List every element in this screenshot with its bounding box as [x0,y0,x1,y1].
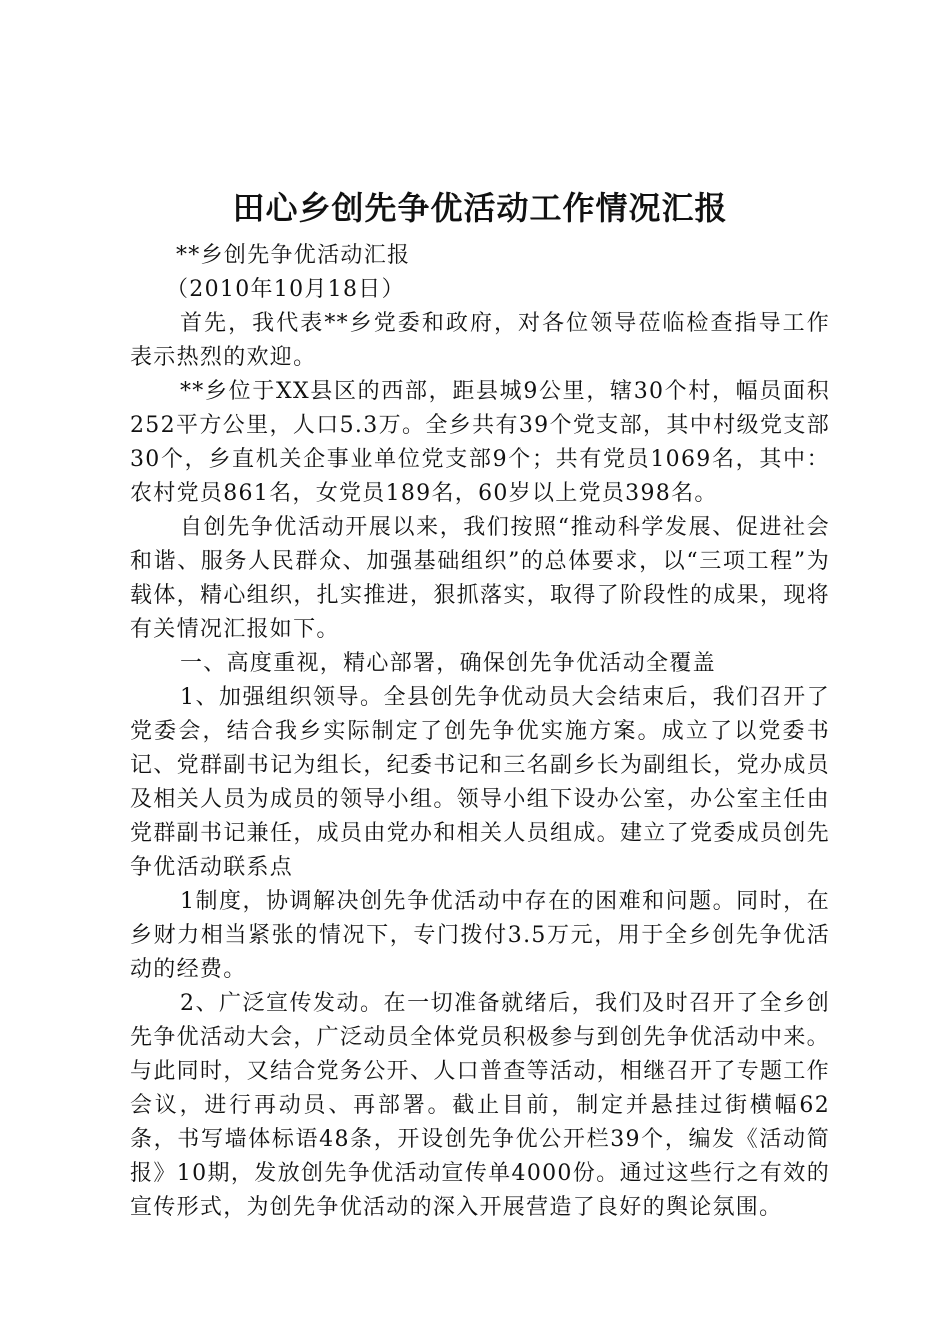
paragraph-funding: 1制度，协调解决创先争优活动中存在的困难和问题。同时，在乡财力相当紧张的情况下，专门拨付3.5万元，用于全乡创先争优活动的经费。 [130,889,830,982]
section-heading-1: 一、高度重视，精心部署，确保创先争优活动全覆盖 [180,651,716,676]
paragraph-welcome: 首先，我代表**乡党委和政府，对各位领导莅临检查指导工作表示热烈的欢迎。 [130,311,830,370]
paragraph-intro: 自创先争优活动开展以来，我们按照“推动科学发展、促进社会和谐、服务人民群众、加强基础组织”的总体要求，以“三项工程”为载体，精心组织，扎实推进，狠抓落实，取得了阶段性的成果，现将有关情况汇报如下。 [130,515,830,642]
paragraph-organization: 1、加强组织领导。全县创先争优动员大会结束后，我们召开了党委会，结合我乡实际制定了创先争优实施方案。成立了以党委书记、党群副书记为组长，纪委书记和三名副乡长为副组长，党办成员及相关人员为成员的领导小组。领导小组下设办公室，办公室主任由党群副书记兼任，成员由党办和相关人员组成。建立了党委成员创先争优活动联系点 [130,685,830,880]
document-date: （2010年10月18日） [166,277,405,302]
document-subtitle: **乡创先争优活动汇报 [176,243,411,268]
document-page [130,185,830,1225]
paragraph-overview: **乡位于XX县区的西部，距县城9公里，辖30个村，幅员面积252平方公里，人口5.3万。全乡共有39个党支部，其中村级党支部30个，乡直机关企事业单位党支部9个；共有党员1069名，其中：农村党员861名，女党员189名，60岁以上党员398名。 [130,379,830,506]
paragraph-publicity: 2、广泛宣传发动。在一切准备就绪后，我们及时召开了全乡创先争优活动大会，广泛动员全体党员积极参与到创先争优活动中来。与此同时，又结合党务公开、人口普查等活动，相继召开了专题工作会议，进行再动员、再部署。截止目前，制定并悬挂过街横幅62条，书写墙体标语48条，开设创先争优公开栏39个，编发《活动简报》10期，发放创先争优活动宣传单4000份。通过这些行之有效的宣传形式，为创先争优活动的深入开展营造了良好的舆论氛围。 [130,991,830,1220]
document-title: 田心乡创先争优活动工作情况汇报 [232,189,728,227]
